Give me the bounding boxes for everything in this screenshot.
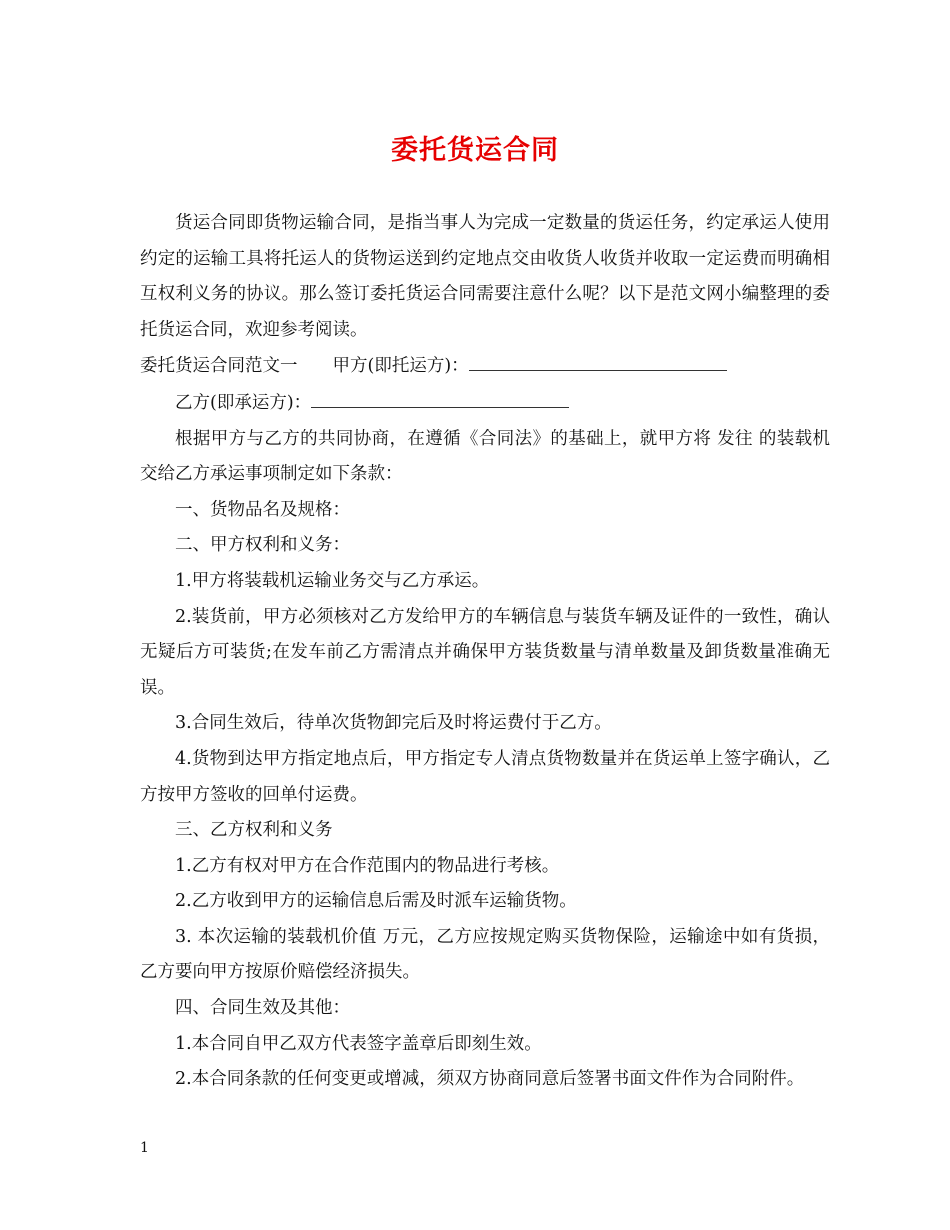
sample-label: 委托货运合同范文一 [140, 356, 298, 377]
clause-item: 3.合同生效后，待单次货物卸完后及时将运费付于乙方。 [175, 713, 612, 734]
preamble-paragraph: 根据甲方与乙方的共同协商，在遵循《合同法》的基础上，就甲方将 发往 的装载机交给乙方承运事项制定如下条款： [140, 428, 830, 485]
section-heading: 一、货物品名及规格： [175, 499, 350, 520]
party-b-label: 乙方(即承运方)： [175, 392, 312, 413]
party-b-blank [311, 385, 569, 408]
clause-item: 3. 本次运输的装载机价值 万元，乙方应按规定购买货物保险，运输途中如有货损，乙方要向甲方按原价赔偿经济损失。 [140, 926, 830, 983]
section-heading: 四、合同生效及其他： [175, 998, 350, 1019]
party-a-label: 甲方(即托运方)： [332, 356, 469, 377]
section-heading: 三、乙方权利和义务 [175, 820, 333, 841]
clause-item: 1.甲方将装载机运输业务交与乙方承运。 [175, 570, 490, 591]
party-b-line [140, 385, 830, 422]
party-a-line [140, 348, 830, 385]
clause-item: 4.货物到达甲方指定地点后，甲方指定专人清点货物数量并在货运单上签字确认，乙方按甲方签收的回单付运费。 [140, 748, 830, 805]
document-title: 委托货运合同 [391, 135, 559, 166]
page-number: 1 [140, 1140, 149, 1156]
clause-item: 2.本合同条款的任何变更或增减，须双方协商同意后签署书面文件作为合同附件。 [175, 1069, 805, 1090]
clause-item: 2.装货前，甲方必须核对乙方发给甲方的车辆信息与装货车辆及证件的一致性，确认无疑后方可装货;在发车前乙方需清点并确保甲方装货数量与清单数量及卸货数量准确无误。 [140, 606, 830, 698]
intro-paragraph: 货运合同即货物运输合同，是指当事人为完成一定数量的货运任务，约定承运人使用约定的运输工具将托运人的货物运送到约定地点交由收货人收货并收取一定运费而明确相互权利义务的协议。那么签订委托货运合同需要注意什么呢？以下是范文网小编整理的委托货运合同，欢迎参考阅读。 [140, 213, 830, 340]
party-a-blank [469, 348, 727, 371]
section-heading: 二、甲方权利和义务： [175, 535, 350, 556]
clause-item: 1.本合同自甲乙双方代表签字盖章后即刻生效。 [175, 1033, 542, 1054]
document-body [140, 206, 830, 1098]
clause-item: 2.乙方收到甲方的运输信息后需及时派车运输货物。 [175, 891, 577, 912]
clause-item: 1.乙方有权对甲方在合作范围内的物品进行考核。 [175, 855, 560, 876]
